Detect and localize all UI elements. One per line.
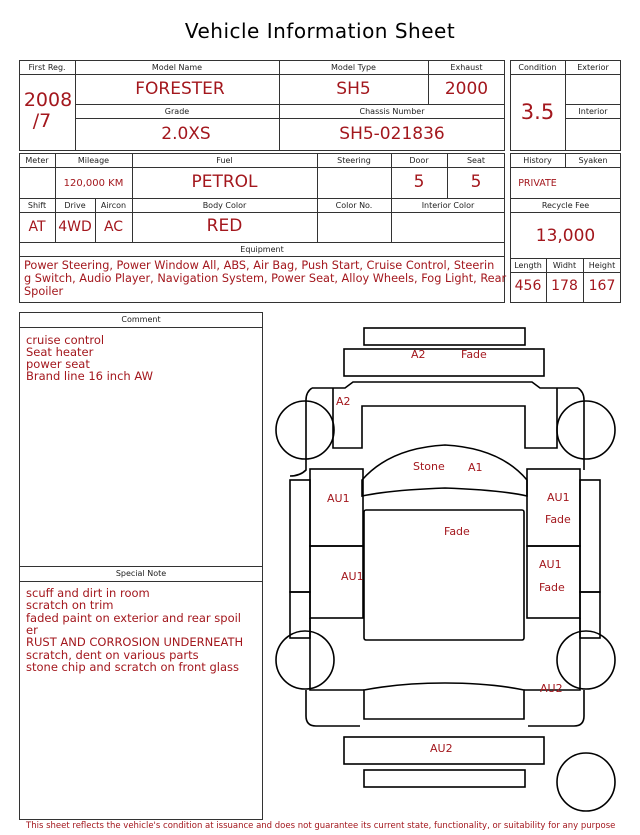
comment-label: Comment (121, 315, 161, 324)
comment-line: cruise control (26, 333, 105, 347)
length: 456 (514, 278, 542, 294)
height-label: Height (588, 261, 616, 270)
steering-label: Steering (337, 156, 371, 165)
fuel: PETROL (191, 172, 258, 192)
equipment-line-1: Power Steering, Power Window All, ABS, Air Bag, Push Start, Cruise Control, Steerin (24, 259, 495, 272)
seat: 5 (470, 172, 482, 192)
grade: 2.0XS (161, 124, 211, 144)
damage-right-rear-fade: Fade (539, 581, 565, 594)
special-note-line: scuff and dirt in room (26, 586, 150, 600)
chassis-label: Chassis Number (359, 107, 425, 116)
first-reg-month: /7 (32, 110, 52, 132)
damage-roof-fade: Fade (444, 525, 470, 538)
equipment-line-3: Spoiler (24, 285, 64, 298)
mileage-label: Mileage (77, 156, 110, 165)
interior-color-label: Interior Color (421, 201, 475, 210)
fuel-label: Fuel (216, 156, 233, 165)
damage-left-front-door: AU1 (327, 492, 350, 505)
width-label: Widht (552, 261, 577, 270)
exhaust-label: Exhaust (450, 63, 483, 72)
color-no-label: Color No. (335, 201, 373, 210)
damage-windshield-a1: A1 (468, 461, 483, 474)
drive: 4WD (58, 219, 92, 235)
shift-label: Shift (27, 201, 47, 210)
aircon-label: Aircon (100, 201, 127, 210)
special-note-line: er (26, 623, 38, 637)
car-outline (276, 328, 615, 811)
damage-windshield-stone: Stone (413, 460, 445, 473)
model-name: FORESTER (135, 79, 225, 99)
damage-right-front-door: AU1 (547, 491, 570, 504)
height: 167 (588, 278, 616, 294)
body-color-label: Body Color (202, 201, 247, 210)
interior-label: Interior (578, 107, 608, 116)
exterior-label: Exterior (577, 63, 609, 72)
door: 5 (413, 172, 425, 192)
equipment-label: Equipment (240, 245, 284, 254)
drive-label: Drive (64, 201, 86, 210)
shift: AT (28, 219, 46, 235)
door-label: Door (409, 156, 429, 165)
comment-line: Brand line 16 inch AW (26, 369, 153, 383)
special-note-line: RUST AND CORROSION UNDERNEATH (26, 635, 244, 649)
damage-front-bumper: A2 (411, 348, 426, 361)
grade-label: Grade (164, 107, 190, 116)
damage-front-bumper-fade: Fade (461, 348, 487, 361)
comment-line: Seat heater (26, 345, 94, 359)
recycle-fee-label: Recycle Fee (541, 201, 590, 210)
damage-rear-quarter: AU2 (540, 682, 563, 695)
comment-line: power seat (26, 357, 90, 371)
damage-rear-bumper: AU2 (430, 742, 453, 755)
history-label: History (523, 156, 552, 165)
page-title: Vehicle Information Sheet (184, 19, 456, 43)
special-note-line: stone chip and scratch on front glass (26, 660, 239, 674)
equipment-line-2: g Switch, Audio Player, Navigation System, Power Seat, Alloy Wheels, Fog Light, Rear (24, 272, 507, 285)
syaken-label: Syaken (578, 156, 608, 165)
disclaimer-footer: This sheet reflects the vehicle's condition at issuance and does not guarantee its current state, functionality, or suitability for any purpose (26, 821, 616, 831)
car-damage-diagram (268, 318, 620, 818)
condition-score: 3.5 (520, 100, 555, 124)
recycle-fee: 13,000 (535, 226, 596, 246)
chassis-number: SH5-021836 (339, 124, 445, 144)
aircon: AC (103, 219, 124, 235)
mileage: 120,000 KM (63, 178, 124, 189)
damage-right-rear-door: AU1 (539, 558, 562, 571)
meter-label: Meter (25, 156, 49, 165)
damage-hood-corner: A2 (336, 395, 351, 408)
seat-label: Seat (466, 156, 486, 165)
body-color: RED (206, 216, 243, 236)
special-note-label: Special Note (115, 569, 167, 578)
special-note-line: scratch, dent on various parts (26, 648, 199, 662)
width: 178 (551, 278, 578, 294)
first-reg-label: First Reg. (28, 63, 66, 72)
exhaust: 2000 (444, 79, 489, 99)
damage-left-rear-door: AU1 (341, 570, 364, 583)
length-label: Length (514, 261, 542, 270)
condition-label: Condition (518, 63, 557, 72)
special-note-line: faded paint on exterior and rear spoil (26, 611, 241, 625)
model-type: SH5 (336, 79, 371, 99)
history: PRIVATE (518, 178, 557, 189)
model-name-label: Model Name (151, 63, 203, 72)
special-note-line: scratch on trim (26, 598, 114, 612)
damage-right-front-fade: Fade (545, 513, 571, 526)
model-type-label: Model Type (331, 63, 376, 72)
first-reg-year: 2008 (23, 89, 73, 111)
